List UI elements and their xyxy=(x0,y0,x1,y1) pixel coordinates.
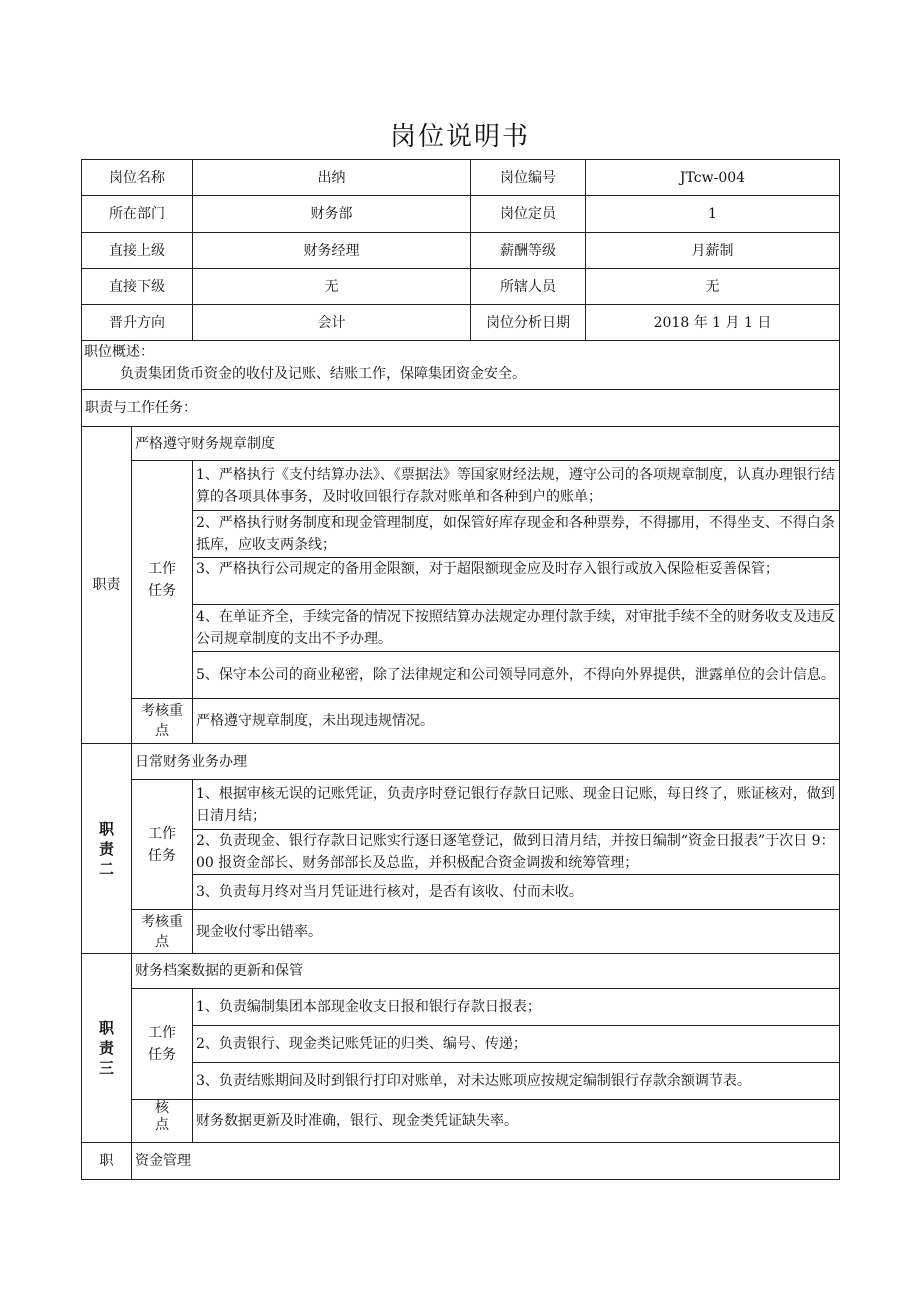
job-description-form xyxy=(81,159,839,1180)
page-title: 岗位说明书 xyxy=(389,122,530,152)
promotion-label: 晋升方向 xyxy=(82,305,193,341)
duty1-review-row xyxy=(82,699,840,744)
duty2-task-row xyxy=(82,875,840,910)
duty3-review-row xyxy=(82,1100,840,1143)
duty3-review-label: 核 点 xyxy=(132,1100,193,1143)
salary-value: 月薪制 xyxy=(586,233,840,269)
duty1-task-1: 1、严格执行《支付结算办法》、《票据法》等国家财经法规，遵守公司的各项规章制度，认真办理银行结算的各项具体事务，及时收回银行存款对账单和各种到户的账单； xyxy=(193,461,840,511)
staff-label: 所辖人员 xyxy=(471,269,586,305)
subordinate-label: 直接下级 xyxy=(82,269,193,305)
duty1-task-3: 3、严格执行公司规定的备用金限额，对于超限额现金应及时存入银行或放入保险柜妥善保管； xyxy=(193,558,840,605)
duty1-task-row xyxy=(82,461,840,511)
duty2-label: 职 责 二 xyxy=(82,744,132,954)
duty2-heading: 日常财务业务办理 xyxy=(132,744,840,780)
overview-label: 职位概述： xyxy=(84,344,154,360)
duties-label-row xyxy=(82,390,840,427)
duty3-task-row xyxy=(82,1026,840,1063)
duty1-heading: 严格遵守财务规章制度 xyxy=(132,427,840,461)
duty3-review: 财务数据更新及时准确，银行、现金类凭证缺失率。 xyxy=(193,1100,840,1143)
superior-value: 财务经理 xyxy=(193,233,471,269)
analysis-date-label: 岗位分析日期 xyxy=(471,305,586,341)
duty4-label: 职 xyxy=(82,1143,132,1180)
duty1-task-row xyxy=(82,605,840,652)
duty2-task-1: 1、根据审核无误的记账凭证，负责序时登记银行存款日记账、现金日记账，每日终了，账证核对，做到日清月结； xyxy=(193,780,840,830)
duty3-task-3: 3、负责结账期间及时到银行打印对账单，对未达账项应按规定编制银行存款余额调节表。 xyxy=(193,1063,840,1100)
duty3-heading-row xyxy=(82,954,840,989)
superior-label: 直接上级 xyxy=(82,233,193,269)
duty2-task-3: 3、负责每月终对当月凭证进行核对，是否有该收、付而未收。 xyxy=(193,875,840,910)
duty1-task-row xyxy=(82,652,840,699)
info-row xyxy=(82,196,840,233)
duty3-task-2: 2、负责银行、现金类记账凭证的归类、编号、传递； xyxy=(193,1026,840,1063)
salary-label: 薪酬等级 xyxy=(471,233,586,269)
duty1-heading-row xyxy=(82,427,840,461)
duty2-task-2: 2、负责现金、银行存款日记账实行逐日逐笔登记，做到日清月结，并按日编制“资金日报表”于次日 9：00 报资金部长、财务部部长及总监，并积极配合资金调拨和统筹管理； xyxy=(193,830,840,875)
post-name-value: 出纳 xyxy=(193,160,471,196)
overview-cell xyxy=(82,341,840,390)
duty1-task-2: 2、严格执行财务制度和现金管理制度，如保管好库存现金和各种票券，不得挪用，不得坐支、不得白条抵库，应收支两条线； xyxy=(193,511,840,558)
duty2-task-row xyxy=(82,780,840,830)
info-row xyxy=(82,305,840,341)
dept-label: 所在部门 xyxy=(82,196,193,233)
duty1-review: 严格遵守规章制度，未出现违规情况。 xyxy=(193,699,840,744)
duty3-task-row xyxy=(82,1063,840,1100)
duty2-review-row xyxy=(82,910,840,954)
duties-label: 职责与工作任务： xyxy=(82,390,840,427)
info-row xyxy=(82,269,840,305)
duty1-task-4: 4、在单证齐全，手续完备的情况下按照结算办法规定办理付款手续，对审批手续不全的财务收支及违反公司规章制度的支出不予办理。 xyxy=(193,605,840,652)
duty1-task-label: 工作 任务 xyxy=(132,461,193,699)
duty1-task-5: 5、保守本公司的商业秘密，除了法律规定和公司领导同意外，不得向外界提供，泄露单位的会计信息。 xyxy=(193,652,840,699)
duty4-heading: 资金管理 xyxy=(132,1143,840,1180)
duty1-review-label: 考核重 点 xyxy=(132,699,193,744)
duty3-task-1: 1、负责编制集团本部现金收支日报和银行存款日报表； xyxy=(193,989,840,1026)
dept-value: 财务部 xyxy=(193,196,471,233)
post-name-label: 岗位名称 xyxy=(82,160,193,196)
staff-value: 无 xyxy=(586,269,840,305)
duty2-heading-row xyxy=(82,744,840,780)
quota-value: 1 xyxy=(586,196,840,233)
overview-row xyxy=(82,341,840,390)
duty3-label: 职 责 三 xyxy=(82,954,132,1143)
duty1-task-row xyxy=(82,511,840,558)
duty2-review-label: 考核重 点 xyxy=(132,910,193,954)
quota-label: 岗位定员 xyxy=(471,196,586,233)
duty4-heading-row xyxy=(82,1143,840,1180)
duty3-task-label: 工作 任务 xyxy=(132,989,193,1100)
analysis-date-value: 2018 年 1 月 1 日 xyxy=(586,305,840,341)
duty1-task-row xyxy=(82,558,840,605)
job-table xyxy=(81,159,840,1180)
post-no-value: JTcw-004 xyxy=(586,160,840,196)
duty1-label: 职责 xyxy=(82,427,132,744)
duty3-heading: 财务档案数据的更新和保管 xyxy=(132,954,840,989)
post-no-label: 岗位编号 xyxy=(471,160,586,196)
info-row xyxy=(82,160,840,196)
duty3-task-row xyxy=(82,989,840,1026)
duty2-task-row xyxy=(82,830,840,875)
subordinate-value: 无 xyxy=(193,269,471,305)
overview-text: 负责集团货币资金的收付及记账、结账工作，保障集团资金安全。 xyxy=(120,366,526,382)
promotion-value: 会计 xyxy=(193,305,471,341)
duty2-task-label: 工作 任务 xyxy=(132,780,193,910)
duty2-review: 现金收付零出错率。 xyxy=(193,910,840,954)
info-row xyxy=(82,233,840,269)
